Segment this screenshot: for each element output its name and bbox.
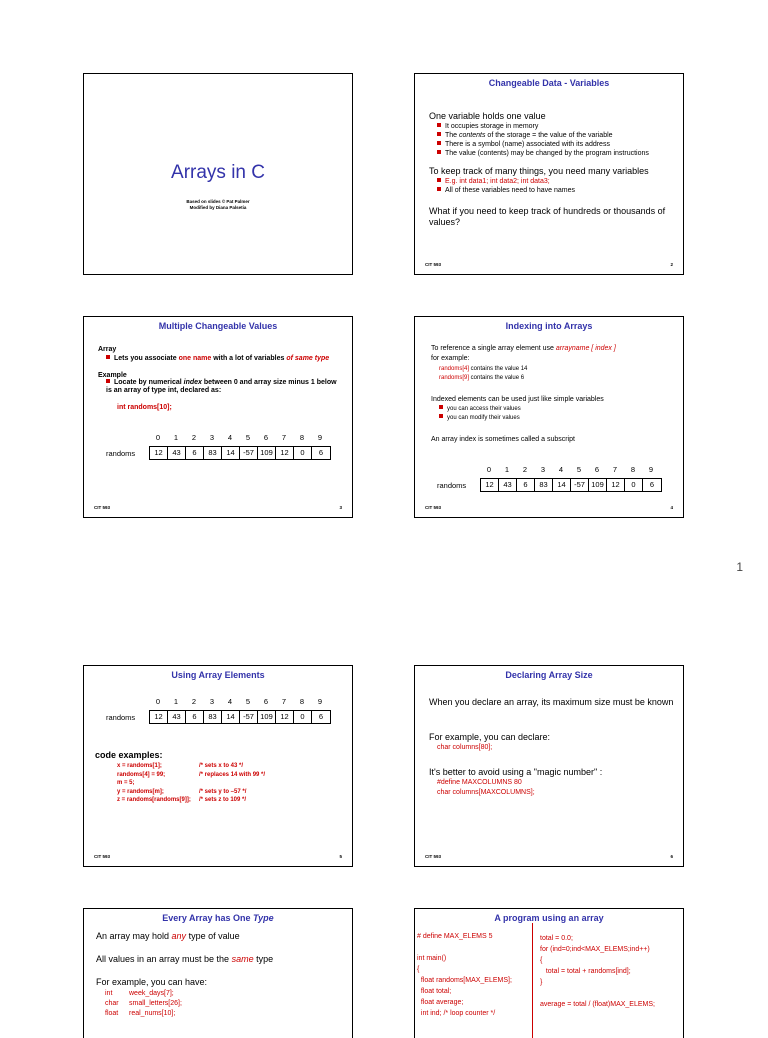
array-cell: 83 (535, 479, 553, 491)
slide-declaring-array-size (414, 665, 684, 867)
code-line (117, 796, 265, 805)
array-cell: -57 (240, 447, 258, 459)
array-cells (480, 478, 662, 492)
slide-using-array-elements (83, 665, 353, 867)
array-cell: 14 (222, 711, 240, 723)
bullet-icon (437, 187, 441, 191)
bullet-list (439, 405, 521, 423)
code-block (117, 762, 265, 805)
array-index-label: 1 (173, 697, 179, 706)
array-index-label: 2 (522, 465, 528, 474)
code-line: total = 0.0; (540, 935, 573, 942)
bullet-icon (437, 141, 441, 145)
paragraph: For example, you can have: (96, 977, 208, 987)
array-index-label: 7 (281, 433, 287, 442)
bullet-icon (439, 414, 443, 418)
array-index-label: 9 (317, 697, 323, 706)
code-line: int ind; /* loop counter */ (417, 1010, 496, 1017)
bullet: It occupies storage in memory (437, 122, 677, 131)
array-name-label: randoms (106, 449, 136, 458)
example-list (439, 365, 527, 383)
array-cell: 6 (318, 448, 324, 457)
array-cell: 6 (186, 447, 204, 459)
bullet-icon (106, 379, 110, 383)
page-number: 1 (736, 560, 743, 574)
bullet: E.g. int data1; int data2; int data3; (437, 177, 677, 186)
code-line (117, 771, 265, 780)
paragraph: To reference a single array element use arrayname [ index ] (431, 345, 616, 352)
array-index-label: 4 (227, 433, 233, 442)
heading: code examples: (95, 750, 163, 760)
code-line: #define MAXCOLUMNS 80 (437, 779, 522, 786)
bullet-icon (439, 405, 443, 409)
footer-course: CIT 593 (425, 505, 442, 510)
slide-multiple-changeable-values (83, 316, 353, 518)
array-cell: 12 (150, 447, 168, 459)
array-index-label: 2 (191, 697, 197, 706)
footer-slide-number: 5 (339, 854, 342, 859)
array-cell: 83 (204, 447, 222, 459)
paragraph: One variable holds one value (429, 111, 546, 121)
declaration-name: real_nums[10]; (129, 1010, 176, 1017)
array-cell: 43 (168, 711, 186, 723)
array-index-label: 4 (558, 465, 564, 474)
bullet: All of these variables need to have names (437, 186, 677, 195)
slide-title: Declaring Array Size (505, 670, 593, 680)
array-cell: -57 (240, 711, 258, 723)
footer-course: CIT 593 (425, 262, 442, 267)
slide-program-using-array (414, 908, 684, 1038)
code-line: } (540, 979, 543, 986)
slide-title: Indexing into Arrays (505, 321, 593, 331)
bullet-icon (106, 355, 110, 359)
array-cell: 14 (222, 447, 240, 459)
array-name-label: randoms (106, 713, 136, 722)
code-line: average = total / (float)MAX_ELEMS; (540, 1001, 655, 1008)
bullet: Locate by numerical index between 0 and array size minus 1 below is an array of type int, declared as: (106, 379, 337, 394)
paragraph: Indexed elements can be used just like simple variables (431, 396, 604, 403)
array-index-label: 7 (612, 465, 618, 474)
array-cell: 6 (186, 711, 204, 723)
code-line (540, 988, 655, 999)
code-comment: /* sets y to –57 */ (199, 788, 247, 795)
array-index-label: 2 (191, 433, 197, 442)
array-cell: 0 (625, 479, 643, 491)
code-line: float average; (417, 999, 464, 1006)
array-index-label: 3 (540, 465, 546, 474)
array-index-label: 5 (245, 433, 251, 442)
array-cell: 12 (276, 711, 294, 723)
code-line: for (ind=0;ind<MAX_ELEMS;ind++) (540, 946, 650, 953)
slide-title: Changeable Data - Variables (488, 78, 610, 88)
slide-title: Using Array Elements (171, 670, 265, 680)
array-index-label: 3 (209, 433, 215, 442)
array-cell: -57 (571, 479, 589, 491)
paragraph: All values in an array must be the same type (96, 954, 274, 964)
array-index-label: 6 (263, 433, 269, 442)
bullet-icon (437, 132, 441, 136)
declaration-row (105, 989, 182, 999)
array-cell: 12 (150, 711, 168, 723)
array-cell: 12 (481, 479, 499, 491)
array-cell: 12 (276, 447, 294, 459)
code-comment: /* sets x to 43 */ (199, 763, 244, 769)
example-line: randoms[4] contains the value 14 (439, 366, 528, 372)
code-right-column (540, 933, 655, 1010)
credit-line: Modified by Diana Palsetia (189, 205, 247, 210)
footer-course: CIT 593 (94, 505, 111, 510)
bullet-icon (437, 123, 441, 127)
bullet: you can modify their values (439, 414, 521, 423)
array-cell: 14 (553, 479, 571, 491)
array-index-label: 0 (155, 433, 161, 442)
code-line: float randoms[MAX_ELEMS]; (417, 977, 512, 984)
code-statement: m = 5; (117, 780, 135, 786)
declaration-row (105, 1009, 182, 1019)
array-cell: 109 (589, 479, 607, 491)
code-declaration: int randoms[10]; (117, 404, 172, 411)
declaration-type: float (105, 1010, 119, 1017)
array-name-label: randoms (437, 481, 467, 490)
code-statement: y = randoms[m]; (117, 788, 164, 795)
bullet-list (437, 122, 677, 158)
footer-slide-number: 6 (670, 854, 673, 859)
bullet: you can access their values (439, 405, 521, 414)
code-comment: /* replaces 14 with 99 */ (199, 771, 266, 778)
code-line: # define MAX_ELEMS 5 (417, 933, 493, 940)
column-divider (532, 923, 533, 1038)
array-index-label: 1 (504, 465, 510, 474)
bullet: Lets you associate one name with a lot of variables of same type (106, 354, 346, 363)
array-cell: 6 (649, 480, 655, 489)
slide-title: Multiple Changeable Values (158, 321, 278, 331)
array-cells (149, 710, 331, 724)
array-index-label: 1 (173, 433, 179, 442)
paragraph: for example: (431, 355, 470, 362)
array-cells (149, 446, 331, 460)
code-line: char columns[80]; (437, 744, 493, 751)
slide-indexing-into-arrays (414, 316, 684, 518)
bullet-icon (437, 178, 441, 182)
bullet-icon (437, 150, 441, 154)
declaration-list (105, 989, 182, 1019)
slide-title: Every Array has One Type (162, 913, 274, 923)
array-index-label: 0 (486, 465, 492, 474)
bullet: The value (contents) may be changed by the program instructions (437, 149, 677, 158)
array-index-label: 5 (576, 465, 582, 474)
footer-course: CIT 593 (94, 854, 111, 859)
slide-title: Arrays in C (171, 162, 265, 183)
slide-every-array-has-one-type (83, 908, 353, 1038)
paragraph: An array may hold any type of value (96, 931, 240, 941)
slide-title: A program using an array (494, 913, 604, 923)
slide-arrays-in-c (83, 73, 353, 275)
footer-slide-number: 4 (670, 505, 673, 510)
array-cell: 6 (517, 479, 535, 491)
paragraph: To keep track of many things, you need many variables (429, 166, 649, 176)
code-line: char columns[MAXCOLUMNS]; (437, 789, 535, 796)
array-index-label: 8 (299, 697, 305, 706)
declaration-type: char (105, 1000, 119, 1007)
code-line (417, 942, 512, 953)
paragraph: When you declare an array, its maximum size must be known (429, 697, 674, 707)
array-cell: 12 (607, 479, 625, 491)
array-index-label: 9 (648, 465, 654, 474)
declaration-type: int (105, 990, 113, 997)
array-index-label: 3 (209, 697, 215, 706)
array-cell: 6 (318, 712, 324, 721)
declaration-row (105, 999, 182, 1009)
bullet: There is a symbol (name) associated with its address (437, 140, 677, 149)
code-line: int main() (417, 955, 447, 962)
paragraph: An array index is sometimes called a subscript (431, 436, 575, 443)
array-index-label: 6 (594, 465, 600, 474)
heading: Example (98, 372, 127, 379)
paragraph: For example, you can declare: (429, 732, 551, 742)
example-line: randoms[9] contains the value 6 (439, 375, 525, 381)
array-index-label: 5 (245, 697, 251, 706)
array-cell: 43 (168, 447, 186, 459)
credit-line: Based on slides © Pat Palmer (186, 199, 250, 204)
paragraph: It's better to avoid using a "magic number" : (429, 767, 603, 777)
array-cell: 83 (204, 711, 222, 723)
code-line (117, 779, 265, 788)
declaration-name: week_days[7]; (129, 990, 174, 997)
code-line: { (417, 966, 420, 973)
array-index-label: 7 (281, 697, 287, 706)
code-line: float total; (417, 988, 452, 995)
paragraph: What if you need to keep track of hundreds or thousands of values? (429, 206, 666, 227)
code-comment: /* sets z to 109 */ (199, 797, 247, 803)
array-index-label: 8 (630, 465, 636, 474)
array-index-label: 8 (299, 433, 305, 442)
bullet-list (437, 177, 677, 195)
code-statement: z = randoms[randoms[9]]; (117, 797, 191, 803)
array-cell: 109 (258, 711, 276, 723)
code-left-column (417, 931, 512, 1019)
code-statement: x = randoms[1]; (117, 763, 162, 769)
code-line: { (540, 957, 543, 964)
footer-slide-number: 3 (339, 505, 342, 510)
code-line (117, 762, 265, 771)
code-line: total = total + randoms[ind]; (540, 968, 631, 975)
array-cell: 43 (499, 479, 517, 491)
code-statement: randoms[4] = 99; (117, 771, 166, 778)
array-index-label: 0 (155, 697, 161, 706)
array-cell: 0 (294, 447, 312, 459)
array-cell: 109 (258, 447, 276, 459)
array-index-label: 6 (263, 697, 269, 706)
footer-course: CIT 593 (425, 854, 442, 859)
array-index-label: 4 (227, 697, 233, 706)
declaration-name: small_letters[26]; (129, 1000, 182, 1007)
bullet: The contents of the storage = the value of the variable (437, 131, 677, 140)
heading: Array (98, 346, 117, 353)
array-cell: 0 (294, 711, 312, 723)
code-line (117, 788, 265, 797)
array-index-label: 9 (317, 433, 323, 442)
footer-slide-number: 2 (670, 262, 673, 267)
slide-changeable-data (414, 73, 684, 275)
